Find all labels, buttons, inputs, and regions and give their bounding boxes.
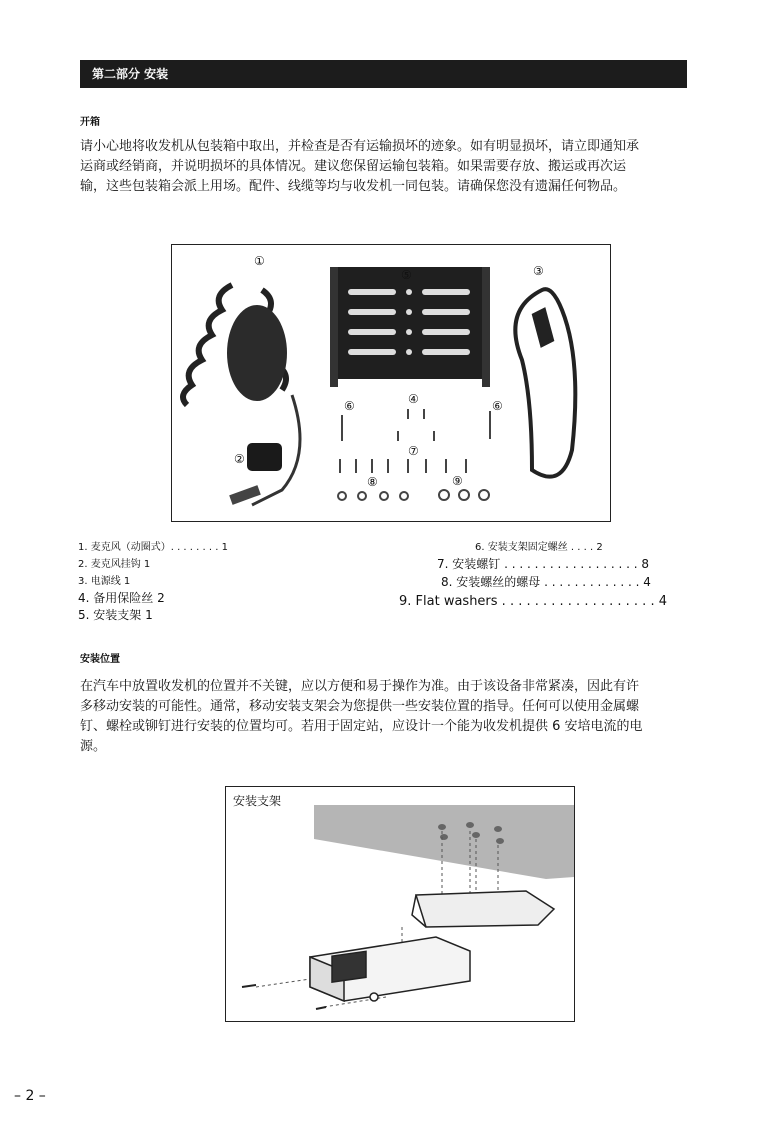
page-number: – 2 –	[14, 1088, 46, 1104]
list-item: 1. 麦克风（动圈式）. . . . . . . . 1	[78, 542, 228, 553]
callout: ⑨	[452, 474, 463, 488]
location-heading: 安装位置	[80, 654, 120, 665]
microphone-icon	[227, 305, 287, 401]
paragraph-line: 钉、螺栓或铆钉进行安装的位置均可。若用于固定站，应设计一个能为收发机提供 6 安培电流的电	[80, 719, 643, 734]
paragraph-line: 输，这些包装箱会派上用场。配件、线缆等均与收发机一同包装。请确保您没有遗漏任何物品。	[80, 179, 627, 194]
paragraph-line: 请小心地将收发机从包装箱中取出，并检查是否有运输损坏的迹象。如有明显损坏，请立即通知承	[80, 139, 640, 154]
parts-list-item-7: 7. 安装螺钉 . . . . . . . . . . . . . . . . . . 8	[437, 557, 650, 571]
mounting-bracket-icon	[412, 891, 554, 927]
callout: ⑧	[367, 475, 378, 489]
paragraph-line: 多移动安装的可能性。通常，移动安装支架会为您提供一些安装位置的指导。任何可以使用金属螺	[80, 699, 640, 714]
fuse-icon	[398, 409, 434, 441]
callout: ③	[533, 264, 544, 278]
paragraph-line: 在汽车中放置收发机的位置并不关键，应以方便和易于操作为准。由于该设备非常紧凑，因此有许	[80, 679, 640, 694]
accessories-illustration	[172, 245, 610, 521]
parts-list-item-9: 9. Flat washers . . . . . . . . . . . . . . . . . . . 4	[399, 594, 667, 609]
transceiver-icon	[310, 937, 470, 1001]
figure-label: 安装支架	[233, 794, 282, 808]
paragraph-line: 源。	[80, 739, 107, 754]
power-cord-icon	[515, 289, 575, 477]
mounting-bracket-figure	[225, 786, 575, 1022]
unpacking-paragraph	[80, 137, 688, 197]
parts-list-item-6: 6. 安装支架固定螺丝 . . . . 2	[475, 542, 603, 553]
side-screw-icon	[316, 1007, 326, 1009]
callout: ④	[408, 392, 419, 406]
side-screw-icon	[242, 985, 256, 987]
bracket-icon	[330, 267, 490, 387]
screws-row	[340, 459, 466, 473]
callout: ⑦	[408, 444, 419, 458]
list-item: 5. 安装支架 1	[78, 608, 153, 622]
callout: ①	[254, 254, 265, 268]
mic-hanger-icon	[247, 443, 282, 471]
list-item: 3. 电源线 1	[78, 576, 131, 587]
unpacking-heading: 开箱	[80, 117, 100, 128]
paragraph-line: 运商或经销商，并说明损坏的具体情况。建议您保留运输包装箱。如果需要存放、搬运或再次运	[80, 159, 627, 174]
callout: ②	[234, 452, 245, 466]
accessories-figure	[171, 244, 611, 522]
nuts-washers-row	[338, 490, 489, 500]
dashboard-surface	[314, 805, 574, 879]
section-header: 第二部分 安装	[80, 60, 687, 88]
mounting-diagram	[226, 787, 574, 1021]
callout: ⑥	[492, 399, 503, 413]
callout: ⑥	[344, 399, 355, 413]
parts-list-left	[78, 539, 228, 624]
parts-list-item-8: 8. 安装螺丝的螺母 . . . . . . . . . . . . . 4	[441, 575, 651, 589]
location-paragraph	[80, 677, 688, 757]
list-item: 4. 备用保险丝 2	[78, 591, 165, 605]
list-item: 2. 麦克风挂钩 1	[78, 559, 151, 570]
callout: ⑤	[401, 268, 412, 282]
